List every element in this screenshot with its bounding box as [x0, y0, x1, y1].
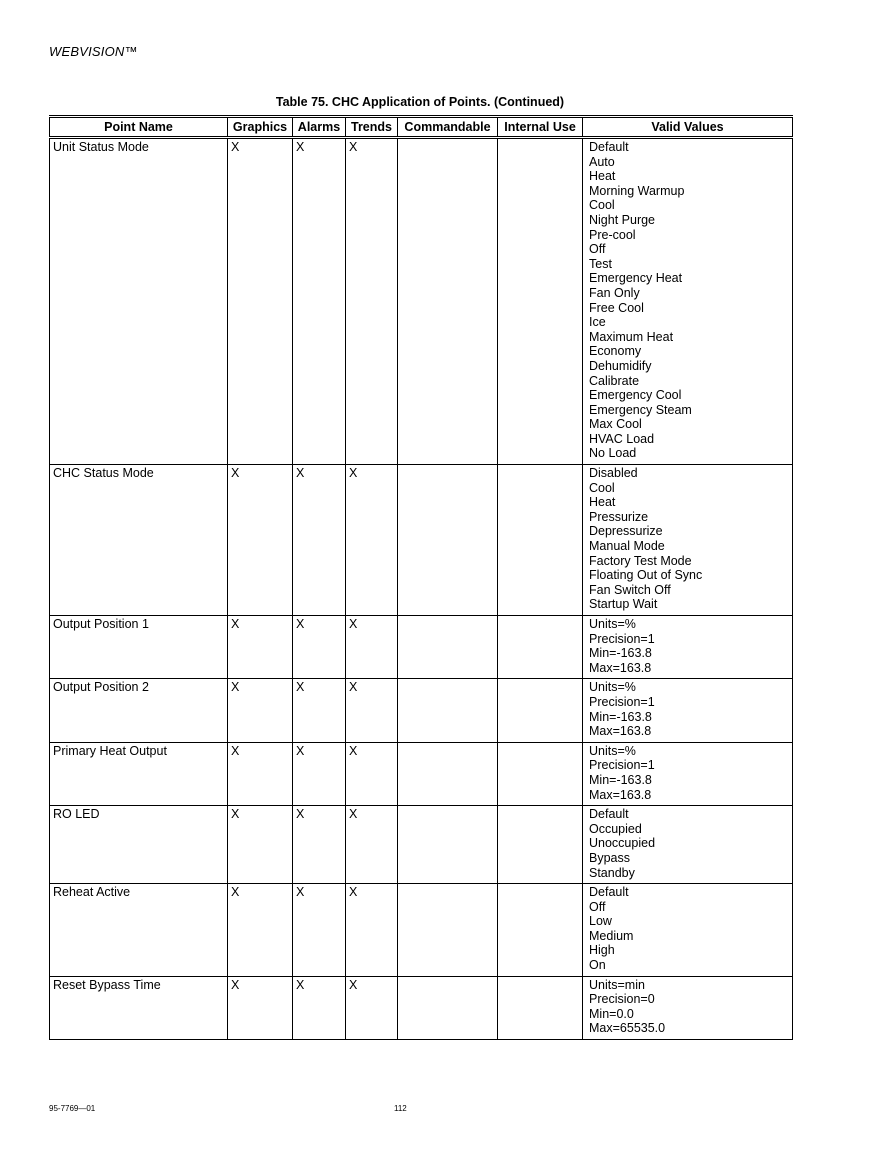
cell-alarms: X — [293, 138, 346, 465]
valid-value: Max=163.8 — [589, 724, 652, 739]
cell-alarms: X — [293, 465, 346, 616]
document-brand-header: WEBVISION™ — [49, 44, 138, 59]
valid-value: Manual Mode — [589, 539, 665, 554]
cell-valid-values — [583, 616, 793, 679]
valid-value: Precision=1 — [589, 758, 655, 773]
cell-internal-use — [498, 465, 583, 616]
valid-value: Units=% — [589, 617, 636, 631]
valid-value: Off — [589, 899, 606, 914]
valid-value: Cool — [589, 198, 615, 213]
cell-commandable — [398, 138, 498, 465]
cell-trends: X — [346, 884, 398, 977]
valid-value: Units=% — [589, 743, 636, 758]
cell-graphics: X — [228, 138, 293, 465]
cell-commandable — [398, 884, 498, 977]
valid-value: Precision=1 — [589, 694, 655, 709]
table-header-row — [50, 117, 793, 138]
valid-value: Low — [589, 914, 612, 929]
cell-trends: X — [346, 679, 398, 742]
valid-value: Pre-cool — [589, 227, 636, 242]
valid-value: No Load — [589, 446, 637, 461]
valid-value: Max Cool — [589, 417, 642, 432]
valid-value: Occupied — [589, 821, 642, 836]
column-header-alarms: Alarms — [293, 117, 346, 138]
valid-value: Min=-163.8 — [589, 646, 652, 661]
valid-value: Min=0.0 — [589, 1006, 634, 1021]
cell-graphics: X — [228, 742, 293, 805]
valid-value: Max=163.8 — [589, 787, 652, 802]
table-row — [50, 806, 793, 884]
valid-value: Default — [589, 140, 629, 154]
valid-value: Economy — [589, 344, 642, 359]
valid-value: Bypass — [589, 850, 630, 865]
valid-value: Emergency Steam — [589, 402, 692, 417]
cell-commandable — [398, 742, 498, 805]
column-header-point-name: Point Name — [50, 117, 228, 138]
column-header-graphics: Graphics — [228, 117, 293, 138]
cell-valid-values — [583, 679, 793, 742]
valid-value: Min=-163.8 — [589, 709, 652, 724]
cell-internal-use — [498, 679, 583, 742]
valid-value: Disabled — [589, 466, 638, 481]
cell-alarms: X — [293, 884, 346, 977]
cell-commandable — [398, 806, 498, 884]
table-body — [50, 138, 793, 1040]
cell-alarms: X — [293, 742, 346, 805]
table-caption: Table 75. CHC Application of Points. (Continued) — [275, 95, 565, 109]
valid-value: Fan Only — [589, 285, 640, 300]
table-row — [50, 138, 793, 465]
cell-graphics: X — [228, 616, 293, 679]
column-header-commandable: Commandable — [398, 117, 498, 138]
valid-value: Depressurize — [589, 524, 663, 539]
valid-value: Heat — [589, 169, 616, 184]
cell-graphics: X — [228, 679, 293, 742]
cell-point-name: Output Position 2 — [50, 679, 228, 742]
valid-value: Off — [589, 242, 606, 257]
cell-commandable — [398, 465, 498, 616]
cell-point-name: Primary Heat Output — [50, 742, 228, 805]
column-header-internal-use: Internal Use — [498, 117, 583, 138]
cell-internal-use — [498, 884, 583, 977]
cell-trends: X — [346, 138, 398, 465]
valid-value: Calibrate — [589, 373, 640, 388]
cell-internal-use — [498, 616, 583, 679]
footer-page-number: 112 — [394, 1104, 407, 1113]
valid-value: Startup Wait — [589, 597, 658, 612]
table-row — [50, 679, 793, 742]
table-row — [50, 884, 793, 977]
valid-value: Morning Warmup — [589, 183, 685, 198]
cell-alarms: X — [293, 679, 346, 742]
valid-value: Emergency Cool — [589, 388, 682, 403]
valid-value: Night Purge — [589, 212, 656, 227]
valid-value: Heat — [589, 495, 616, 510]
cell-graphics: X — [228, 976, 293, 1039]
valid-value: Max=65535.0 — [589, 1021, 666, 1036]
table-row — [50, 742, 793, 805]
cell-valid-values — [583, 138, 793, 465]
valid-value: Precision=1 — [589, 631, 655, 646]
cell-valid-values — [583, 465, 793, 616]
cell-internal-use — [498, 138, 583, 465]
cell-point-name: Reheat Active — [50, 884, 228, 977]
cell-graphics: X — [228, 465, 293, 616]
cell-internal-use — [498, 976, 583, 1039]
cell-point-name: Reset Bypass Time — [50, 976, 228, 1039]
column-header-trends: Trends — [346, 117, 398, 138]
cell-commandable — [398, 679, 498, 742]
footer-document-number: 95-7769—01 — [49, 1104, 96, 1113]
valid-value: Free Cool — [589, 300, 644, 315]
cell-commandable — [398, 616, 498, 679]
valid-value: Units=min — [589, 977, 645, 992]
cell-trends: X — [346, 742, 398, 805]
valid-value: Ice — [589, 315, 606, 330]
cell-point-name: Unit Status Mode — [50, 138, 228, 465]
valid-value: High — [589, 943, 615, 958]
valid-value: Max=163.8 — [589, 660, 652, 675]
table-row — [50, 616, 793, 679]
valid-value: Pressurize — [589, 509, 649, 524]
cell-alarms: X — [293, 976, 346, 1039]
cell-valid-values — [583, 884, 793, 977]
cell-point-name: Output Position 1 — [50, 616, 228, 679]
valid-value: HVAC Load — [589, 431, 655, 446]
points-table — [49, 115, 793, 1040]
cell-valid-values — [583, 806, 793, 884]
valid-value: Default — [589, 807, 629, 822]
valid-value: Default — [589, 885, 629, 900]
cell-trends: X — [346, 616, 398, 679]
valid-value: Fan Switch Off — [589, 582, 671, 597]
cell-graphics: X — [228, 884, 293, 977]
valid-value: Units=% — [589, 680, 636, 695]
valid-value: Test — [589, 256, 612, 271]
cell-trends: X — [346, 806, 398, 884]
valid-value: Min=-163.8 — [589, 772, 652, 787]
valid-value: On — [589, 958, 606, 973]
valid-value: Factory Test Mode — [589, 553, 692, 568]
valid-value: Auto — [589, 154, 615, 169]
cell-valid-values — [583, 976, 793, 1039]
valid-value: Standby — [589, 865, 635, 880]
cell-graphics: X — [228, 806, 293, 884]
valid-value: Maximum Heat — [589, 329, 674, 344]
valid-value: Floating Out of Sync — [589, 568, 703, 583]
cell-commandable — [398, 976, 498, 1039]
cell-trends: X — [346, 976, 398, 1039]
cell-point-name: RO LED — [50, 806, 228, 884]
cell-alarms: X — [293, 616, 346, 679]
valid-value: Precision=0 — [589, 992, 655, 1007]
cell-trends: X — [346, 465, 398, 616]
table-row — [50, 465, 793, 616]
valid-value: Dehumidify — [589, 358, 652, 373]
valid-value: Unoccupied — [589, 836, 656, 851]
cell-internal-use — [498, 806, 583, 884]
valid-value: Emergency Heat — [589, 271, 683, 286]
cell-point-name: CHC Status Mode — [50, 465, 228, 616]
table-row — [50, 976, 793, 1039]
cell-internal-use — [498, 742, 583, 805]
valid-value: Medium — [589, 928, 634, 943]
valid-value: Cool — [589, 480, 615, 495]
cell-valid-values — [583, 742, 793, 805]
cell-alarms: X — [293, 806, 346, 884]
column-header-valid-values: Valid Values — [583, 117, 793, 138]
